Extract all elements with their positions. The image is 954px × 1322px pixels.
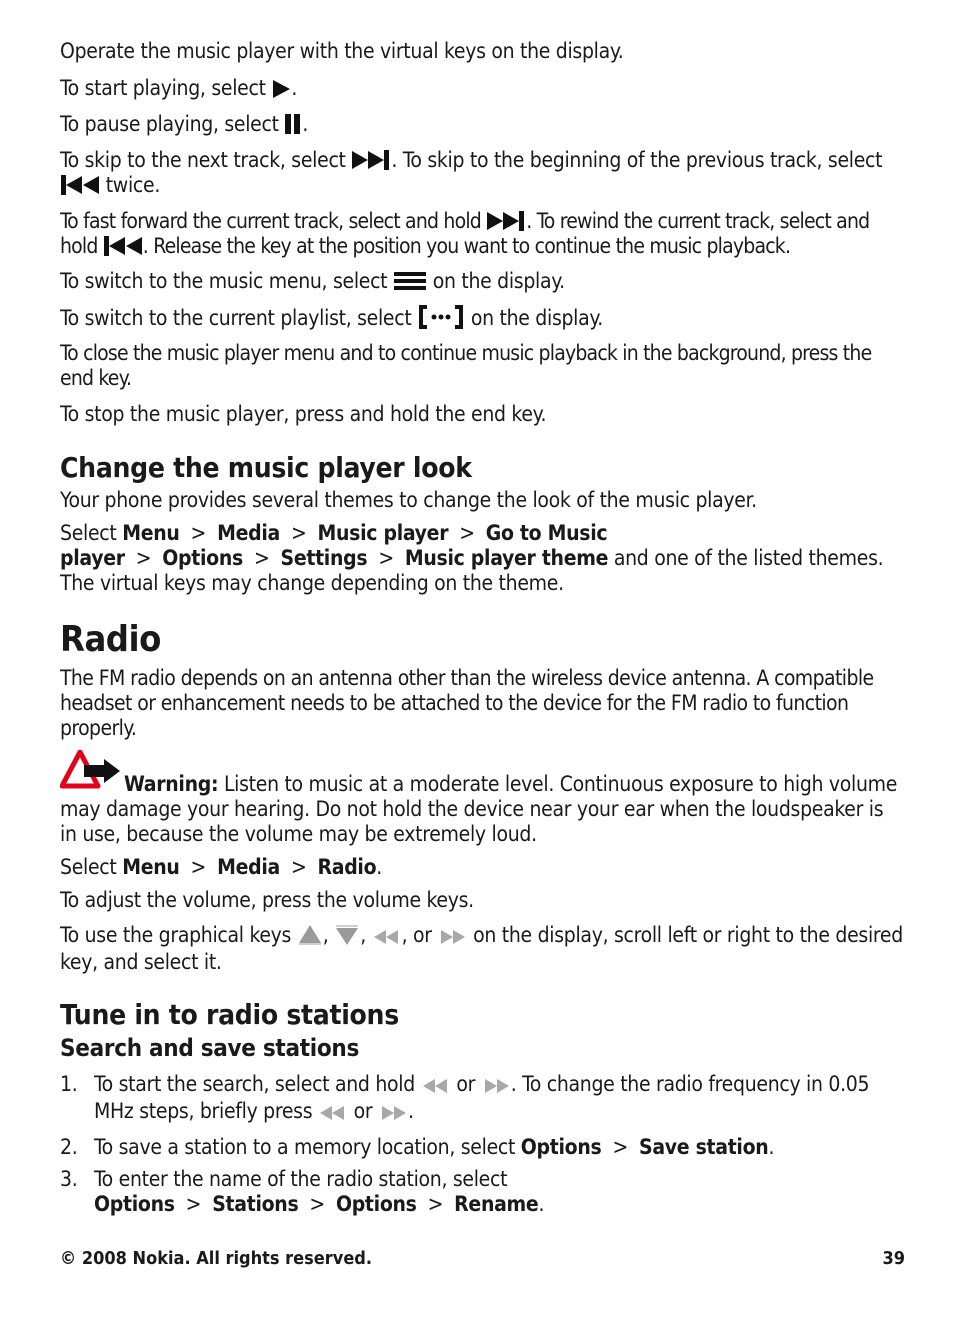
section-heading-look: Change the music player look	[60, 451, 472, 484]
rewind-icon	[318, 1104, 348, 1122]
skip-instruction	[60, 148, 905, 198]
play-icon	[271, 79, 291, 99]
forward-icon	[437, 928, 467, 946]
list-item	[60, 1134, 905, 1161]
item-text-end: .	[538, 1192, 545, 1216]
look-intro: Your phone provides several themes to change the look of the music player.	[60, 488, 757, 512]
close-instruction: To close the music player menu and to continue music playback in the background, press the end key.	[60, 341, 872, 390]
stop-instruction: To stop the music player, press and hold the end key.	[60, 402, 547, 426]
graphical-keys-instruction	[60, 922, 905, 976]
playlist-icon	[417, 305, 465, 329]
list-text	[94, 1134, 905, 1161]
list-text	[94, 1167, 905, 1217]
list-number: 1.	[60, 1072, 78, 1096]
up-arrow-icon	[297, 924, 323, 946]
skip-forward-icon	[351, 149, 391, 171]
down-arrow-icon	[334, 924, 360, 946]
menu-path-item: Music player theme	[404, 546, 609, 570]
or-word: or	[353, 1099, 373, 1123]
item-text-end: .	[768, 1135, 775, 1159]
list-item	[60, 1071, 905, 1125]
comma: ,	[322, 923, 329, 947]
warning-text: Listen to music at a moderate level. Continuous exposure to high volume may damage your hearing. Do not hold the device near your ear when the loudspeaker is in use, because the volume may be extremely loud.	[60, 772, 898, 846]
menu-path-item: Options	[94, 1192, 175, 1216]
path-separator: >	[190, 855, 207, 879]
keys-text-end: on the display, scroll left or right to the desired key, and select it.	[60, 923, 903, 974]
playlist-instruction	[60, 305, 905, 331]
seek-instruction	[60, 209, 905, 259]
path-separator: >	[135, 546, 152, 570]
pause-text-end: .	[302, 112, 309, 136]
radio-select-instruction: Select Menu > Media > Radio.	[60, 855, 382, 879]
warning-icon	[60, 750, 122, 796]
skip-back-icon	[60, 174, 100, 196]
seek-text-mid: . To rewind the current track, select and hold	[60, 209, 870, 258]
path-separator: >	[290, 855, 307, 879]
skip-text-mid: . To skip to the beginning of the previous track, select	[391, 148, 883, 172]
seek-text-end: . Release the key at the position you want to continue the music playback.	[142, 234, 791, 258]
menu-path-item: Go to Music player	[60, 521, 608, 570]
warning-paragraph	[60, 772, 905, 847]
menu-path-item: Menu	[122, 855, 180, 879]
look-instruction	[60, 521, 905, 596]
skip-text: To skip to the next track, select	[60, 148, 346, 172]
radio-intro: The FM radio depends on an antenna other than the wireless device antenna. A compatible headset or enhancement needs to be attached to the device for the FM radio to function properly.	[60, 666, 874, 740]
menu-text: To switch to the music menu, select	[60, 269, 388, 293]
skip-back-icon	[103, 235, 143, 257]
menu-instruction	[60, 269, 905, 294]
skip-text-end: twice.	[105, 173, 161, 197]
list-number: 3.	[60, 1167, 78, 1191]
item-text-mid: . To change the radio frequency in 0.05 MHz steps, briefly press	[94, 1072, 870, 1123]
forward-icon	[378, 1104, 408, 1122]
menu-path-item: Options	[162, 546, 243, 570]
play-instruction	[60, 76, 905, 101]
menu-path-item: Menu	[122, 521, 180, 545]
path-separator: >	[290, 521, 307, 545]
forward-icon	[481, 1077, 511, 1095]
path-separator: >	[378, 546, 394, 570]
section-heading-tune: Tune in to radio stations	[60, 998, 399, 1031]
menu-icon	[393, 270, 427, 292]
path-separator: >	[190, 521, 207, 545]
copyright-text: © 2008 Nokia. All rights reserved.	[60, 1248, 373, 1269]
menu-path-item: Music player	[317, 521, 449, 545]
warning-label: Warning:	[124, 772, 219, 796]
menu-path-item: Save station	[639, 1135, 769, 1159]
select-word: Select	[60, 521, 117, 545]
skip-forward-icon	[486, 210, 526, 232]
path-separator: >	[427, 1192, 444, 1216]
look-tail-text: and one of the listed themes. The virtual keys may change depending on the theme.	[60, 546, 884, 595]
subheading-search: Search and save stations	[60, 1034, 359, 1062]
list-text	[94, 1071, 905, 1125]
rewind-icon	[372, 928, 402, 946]
rewind-icon	[421, 1077, 451, 1095]
play-text-end: .	[291, 76, 298, 100]
play-text: To start playing, select	[60, 76, 266, 100]
chapter-heading-radio: Radio	[60, 619, 161, 660]
page-number: 39	[882, 1248, 905, 1269]
playlist-text: To switch to the current playlist, select	[60, 306, 412, 330]
item-text: To start the search, select and hold	[94, 1072, 415, 1096]
item-text: To save a station to a memory location, select	[94, 1135, 516, 1159]
pause-text: To pause playing, select	[60, 112, 279, 136]
keys-text: To use the graphical keys	[60, 923, 292, 947]
list-number: 2.	[60, 1135, 78, 1159]
path-separator: >	[459, 521, 475, 545]
or-word: , or	[401, 923, 432, 947]
comma: ,	[360, 923, 366, 947]
menu-path-item: Rename	[454, 1192, 539, 1216]
page-footer	[60, 1248, 905, 1269]
playlist-text-end: on the display.	[470, 306, 603, 330]
item-text-end: .	[408, 1099, 414, 1123]
path-separator: >	[253, 546, 270, 570]
menu-path-item: Options	[335, 1192, 417, 1216]
menu-text-end: on the display.	[432, 269, 565, 293]
path-separator: >	[309, 1192, 325, 1216]
path-separator: >	[185, 1192, 202, 1216]
menu-path-item: Media	[217, 521, 280, 545]
seek-text: To fast forward the current track, select and hold	[60, 209, 481, 233]
pause-icon	[284, 113, 302, 135]
menu-path-item: Options	[520, 1135, 602, 1159]
pause-instruction	[60, 112, 905, 137]
item-text: To enter the name of the radio station, select	[94, 1167, 508, 1191]
path-separator: >	[612, 1135, 629, 1159]
volume-instruction: To adjust the volume, press the volume keys.	[60, 888, 474, 912]
menu-path-item: Media	[217, 855, 280, 879]
menu-path-item: Radio	[317, 855, 377, 879]
menu-path-item: Settings	[280, 546, 368, 570]
or-word: or	[456, 1072, 476, 1096]
menu-path-item: Stations	[212, 1192, 299, 1216]
select-word: Select	[60, 855, 117, 879]
list-item	[60, 1167, 905, 1217]
intro-paragraph: Operate the music player with the virtual keys on the display.	[60, 39, 624, 63]
